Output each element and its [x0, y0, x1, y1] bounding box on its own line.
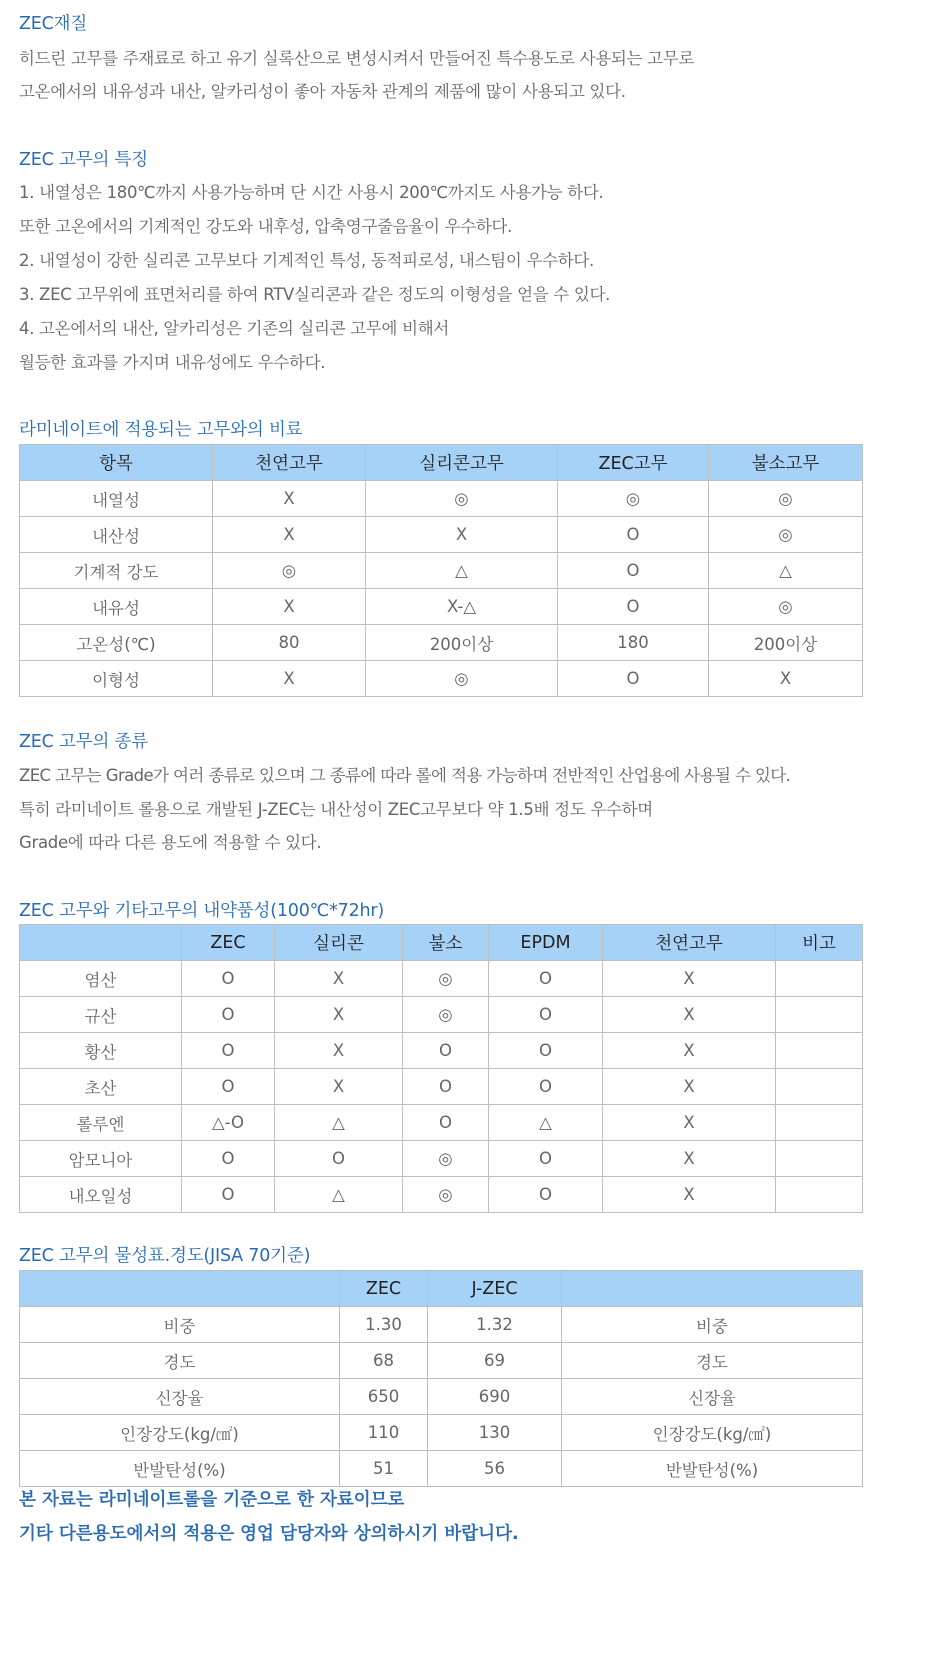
table-cell: X	[213, 661, 366, 697]
features-title: ZEC 고무의 특징	[19, 150, 148, 170]
table-cell	[776, 1105, 863, 1141]
chemical-title: ZEC 고무와 기타고무의 내약품성(100℃*72hr)	[19, 901, 385, 921]
table-cell: O	[489, 961, 603, 997]
table-row	[20, 1033, 863, 1069]
table-cell: X	[709, 661, 863, 697]
table-cell: X	[213, 481, 366, 517]
table-cell: △	[366, 553, 558, 589]
table-cell: ◎	[403, 1141, 489, 1177]
row-label: 황산	[20, 1033, 182, 1069]
table-cell: O	[182, 1069, 275, 1105]
row-label: 롤루엔	[20, 1105, 182, 1141]
table-cell: X-△	[366, 589, 558, 625]
table-row	[20, 1379, 863, 1415]
table-cell: X	[213, 589, 366, 625]
properties-title: ZEC 고무의 물성표.경도(JISA 70기준)	[19, 1246, 311, 1266]
table-cell: O	[182, 997, 275, 1033]
table-cell: X	[603, 1177, 776, 1213]
properties-table	[19, 1270, 863, 1487]
header-cell: J-ZEC	[428, 1271, 562, 1307]
comparison-table	[19, 444, 863, 697]
table-cell: 반발탄성(%)	[562, 1451, 863, 1487]
row-label: 내유성	[20, 589, 213, 625]
table-cell: 69	[428, 1343, 562, 1379]
table-cell: ◎	[403, 1177, 489, 1213]
table-cell: X	[603, 961, 776, 997]
table-cell: 경도	[562, 1343, 863, 1379]
table-cell: △	[275, 1105, 403, 1141]
table-cell: O	[403, 1033, 489, 1069]
table-row	[20, 1177, 863, 1213]
comparison-title: 라미네이트에 적용되는 고무와의 비료	[19, 420, 303, 440]
row-label: 내열성	[20, 481, 213, 517]
header-cell: ZEC고무	[558, 445, 709, 481]
types-line-1: ZEC 고무는 Grade가 여러 종류로 있으며 그 종류에 따라 롤에 적용 가능하며 전반적인 산업용에 사용될 수 있다.	[19, 766, 791, 785]
table-row	[20, 1415, 863, 1451]
table-cell: O	[558, 553, 709, 589]
table-cell: O	[182, 1141, 275, 1177]
table-cell: 180	[558, 625, 709, 661]
row-label: 기계적 강도	[20, 553, 213, 589]
chemical-table	[19, 924, 863, 1213]
header-cell: 비고	[776, 925, 863, 961]
table-cell: X	[603, 1069, 776, 1105]
table-row	[20, 517, 863, 553]
table-cell: ◎	[558, 481, 709, 517]
table-row	[20, 625, 863, 661]
table-cell: O	[489, 1069, 603, 1105]
header-cell: 항목	[20, 445, 213, 481]
table-cell: X	[275, 997, 403, 1033]
table-cell: 110	[340, 1415, 428, 1451]
header-cell	[20, 925, 182, 961]
table-cell: ◎	[709, 517, 863, 553]
table-row	[20, 1141, 863, 1177]
table-cell: △-O	[182, 1105, 275, 1141]
table-cell	[776, 1177, 863, 1213]
header-cell: 천연고무	[213, 445, 366, 481]
table-cell: △	[489, 1105, 603, 1141]
row-label: 반발탄성(%)	[20, 1451, 340, 1487]
header-cell: 실리콘고무	[366, 445, 558, 481]
row-label: 비중	[20, 1307, 340, 1343]
properties-header-row	[20, 1271, 863, 1307]
table-cell: 1.32	[428, 1307, 562, 1343]
intro-line-1: 히드린 고무를 주재료로 하고 유기 실록산으로 변성시켜서 만들어진 특수용도로 사용되는 고무로	[19, 49, 695, 68]
table-row	[20, 1069, 863, 1105]
table-cell: 신장율	[562, 1379, 863, 1415]
table-row	[20, 553, 863, 589]
table-cell	[776, 961, 863, 997]
table-cell: O	[489, 1177, 603, 1213]
table-cell	[776, 1069, 863, 1105]
intro-title: ZEC재질	[19, 14, 88, 34]
table-cell: O	[558, 661, 709, 697]
row-label: 규산	[20, 997, 182, 1033]
types-line-2: 특히 라미네이트 롤용으로 개발된 J-ZEC는 내산성이 ZEC고무보다 약 1.5배 정도 우수하며	[19, 800, 653, 819]
header-cell	[562, 1271, 863, 1307]
table-row	[20, 1105, 863, 1141]
table-cell: ◎	[366, 661, 558, 697]
notice-line-2: 기타 다른용도에서의 적용은 영업 담당자와 상의하시기 바랍니다.	[19, 1524, 519, 1544]
table-cell: O	[275, 1141, 403, 1177]
table-cell: X	[603, 1105, 776, 1141]
table-cell: ◎	[709, 589, 863, 625]
features-line-3: 2. 내열성이 강한 실리콘 고무보다 기계적인 특성, 동적피로성, 내스팀이 우수하다.	[19, 251, 594, 270]
row-label: 인장강도(kg/㎠)	[20, 1415, 340, 1451]
table-cell: X	[275, 961, 403, 997]
table-row	[20, 1307, 863, 1343]
row-label: 신장율	[20, 1379, 340, 1415]
table-cell: X	[366, 517, 558, 553]
table-cell: O	[489, 997, 603, 1033]
table-cell: 인장강도(kg/㎠)	[562, 1415, 863, 1451]
row-label: 경도	[20, 1343, 340, 1379]
table-cell: X	[603, 1141, 776, 1177]
table-cell: 1.30	[340, 1307, 428, 1343]
row-label: 암모니아	[20, 1141, 182, 1177]
table-row	[20, 997, 863, 1033]
table-cell: 130	[428, 1415, 562, 1451]
table-cell: X	[603, 997, 776, 1033]
table-cell: O	[182, 1177, 275, 1213]
table-cell: 68	[340, 1343, 428, 1379]
table-cell	[776, 997, 863, 1033]
types-title: ZEC 고무의 종류	[19, 732, 148, 752]
table-row	[20, 589, 863, 625]
header-cell: EPDM	[489, 925, 603, 961]
row-label: 고온성(℃)	[20, 625, 213, 661]
table-cell	[776, 1033, 863, 1069]
table-cell: O	[403, 1105, 489, 1141]
header-cell: 실리콘	[275, 925, 403, 961]
table-row	[20, 961, 863, 997]
table-cell: O	[182, 1033, 275, 1069]
chemical-header-row	[20, 925, 863, 961]
row-label: 내오일성	[20, 1177, 182, 1213]
table-row	[20, 661, 863, 697]
table-cell: O	[489, 1141, 603, 1177]
table-cell: 200이상	[709, 625, 863, 661]
row-label: 초산	[20, 1069, 182, 1105]
row-label: 내산성	[20, 517, 213, 553]
table-cell: 80	[213, 625, 366, 661]
table-cell: △	[275, 1177, 403, 1213]
table-cell: X	[275, 1069, 403, 1105]
table-cell: 200이상	[366, 625, 558, 661]
header-cell: 불소	[403, 925, 489, 961]
table-cell: 56	[428, 1451, 562, 1487]
table-cell: ◎	[709, 481, 863, 517]
header-cell: 불소고무	[709, 445, 863, 481]
notice-line-1: 본 자료는 라미네이트롤을 기준으로 한 자료이므로	[19, 1490, 405, 1510]
table-cell: ◎	[403, 961, 489, 997]
features-line-1: 1. 내열성은 180℃까지 사용가능하며 단 시간 사용시 200℃까지도 사용가능 하다.	[19, 183, 604, 202]
table-cell: 51	[340, 1451, 428, 1487]
table-cell: O	[182, 961, 275, 997]
table-cell: O	[558, 517, 709, 553]
table-cell: 비중	[562, 1307, 863, 1343]
table-cell: ◎	[366, 481, 558, 517]
table-cell: O	[403, 1069, 489, 1105]
row-label: 이형성	[20, 661, 213, 697]
table-cell: △	[709, 553, 863, 589]
table-row	[20, 481, 863, 517]
table-cell: ◎	[403, 997, 489, 1033]
table-cell	[776, 1141, 863, 1177]
table-row	[20, 1451, 863, 1487]
table-cell: ◎	[213, 553, 366, 589]
table-cell: O	[558, 589, 709, 625]
intro-line-2: 고온에서의 내유성과 내산, 알카리성이 좋아 자동차 관계의 제품에 많이 사용되고 있다.	[19, 82, 626, 101]
features-line-6: 월등한 효과를 가지며 내유성에도 우수하다.	[19, 353, 326, 372]
row-label: 염산	[20, 961, 182, 997]
types-line-3: Grade에 따라 다른 용도에 적용할 수 있다.	[19, 833, 322, 852]
table-cell: X	[275, 1033, 403, 1069]
comparison-header-row	[20, 445, 863, 481]
header-cell: ZEC	[182, 925, 275, 961]
features-line-4: 3. ZEC 고무위에 표면처리를 하여 RTV실리콘과 같은 정도의 이형성을 얻을 수 있다.	[19, 285, 611, 304]
table-cell: X	[213, 517, 366, 553]
header-cell: ZEC	[340, 1271, 428, 1307]
table-cell: 690	[428, 1379, 562, 1415]
header-cell: 천연고무	[603, 925, 776, 961]
table-row	[20, 1343, 863, 1379]
table-cell: X	[603, 1033, 776, 1069]
table-cell: O	[489, 1033, 603, 1069]
header-cell	[20, 1271, 340, 1307]
table-cell: 650	[340, 1379, 428, 1415]
features-line-2: 또한 고온에서의 기계적인 강도와 내후성, 압축영구줄음율이 우수하다.	[19, 217, 513, 236]
features-line-5: 4. 고온에서의 내산, 알카리성은 기존의 실리콘 고무에 비해서	[19, 319, 450, 338]
